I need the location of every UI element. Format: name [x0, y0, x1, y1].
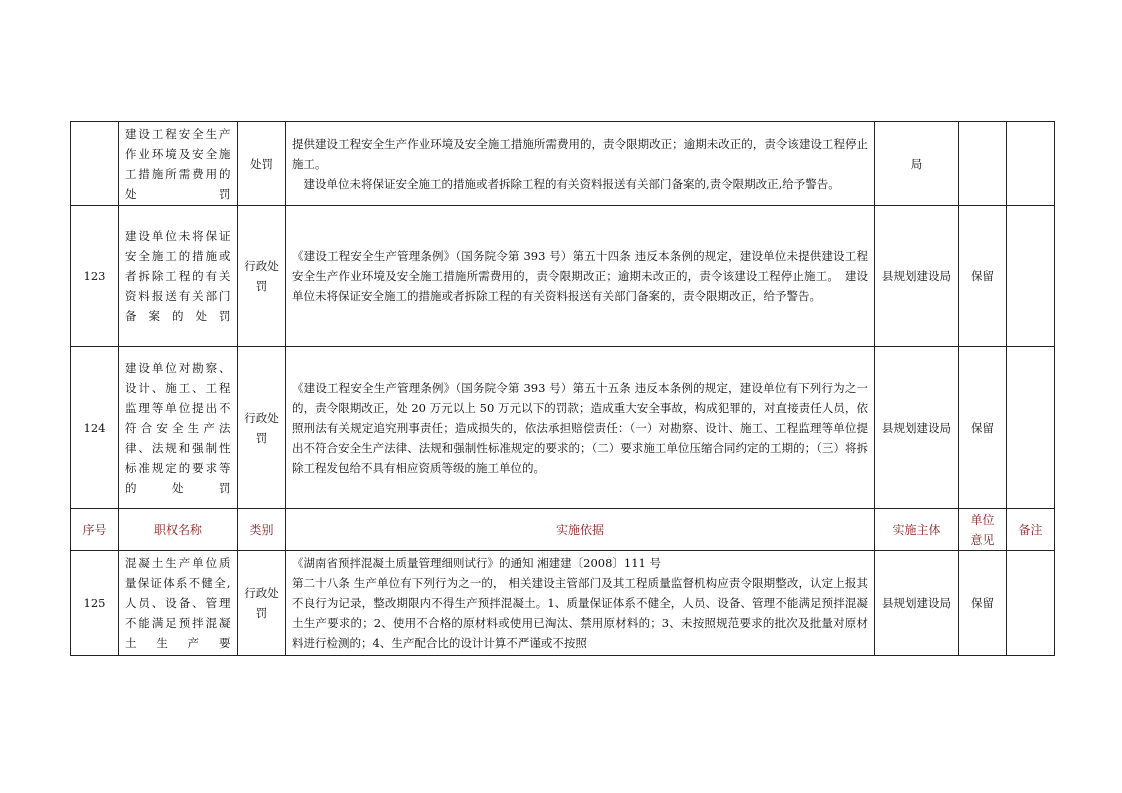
header-name: 职权名称: [119, 509, 238, 551]
legal-basis: [286, 122, 875, 206]
header-opinion: 单位意见: [959, 509, 1007, 551]
category: 行政处罚: [238, 347, 286, 509]
basis-paragraph: 建设单位未将保证安全施工的措施或者拆除工程的有关资料报送有关部门备案的,责令限期改正,给予警告。: [303, 176, 840, 191]
row-number: 123: [71, 206, 119, 347]
table-row: [71, 347, 1055, 509]
unit-opinion: 保留: [959, 206, 1007, 347]
implementing-body: 局: [875, 122, 959, 206]
category: 行政处罚: [238, 551, 286, 656]
implementing-body: 县规划建设局: [875, 206, 959, 347]
basis-paragraph: 提供建设工程安全生产作业环境及安全施工措施所需费用的，责令限期改正；逾期未改正的，责令该建设工程停止施工。: [292, 136, 868, 171]
basis-paragraph: 《建设工程安全生产管理条例》（国务院令第 393 号）第五十五条 违反本条例的规定，建设单位有下列行为之一的，责令限期改正，处 20 万元以上 50 万元以下的罚款；造成重大安全事故，构成犯罪的，对直接责任人员，依照刑法有关规定追究刑事责任；造成损失的，依法承担赔偿责任：（一）对勘察、设计、施工、工程监理等单位提出不符合安全生产法律、法规和强制性标准规定的要求的；（二）要求施工单位压缩合同约定的工期的；（三）将拆除工程发包给不具有相应资质等级的施工单位的。: [292, 380, 868, 475]
authority-table: [70, 121, 1055, 656]
table-header-row: [71, 509, 1055, 551]
remarks: [1007, 206, 1055, 347]
row-number: [71, 122, 119, 206]
authority-name: 建设工程安全生产作业环境及安全施工措施所需费用的处罚: [119, 122, 238, 206]
header-category: 类别: [238, 509, 286, 551]
remarks: [1007, 122, 1055, 206]
remarks: [1007, 347, 1055, 509]
header-subject: 实施主体: [875, 509, 959, 551]
category: 行政处罚: [238, 206, 286, 347]
implementing-body: 县规划建设局: [875, 347, 959, 509]
category: 处罚: [238, 122, 286, 206]
table-row: [71, 551, 1055, 656]
header-basis: 实施依据: [286, 509, 875, 551]
unit-opinion: 保留: [959, 551, 1007, 656]
header-num: 序号: [71, 509, 119, 551]
legal-basis: [286, 551, 875, 656]
authority-name: 建设单位对勘察、设计、施工、工程监理等单位提出不符合安全生产法律、法规和强制性标准规定的要求等的处罚: [119, 347, 238, 509]
header-remarks: 备注: [1007, 509, 1055, 551]
implementing-body: 县规划建设局: [875, 551, 959, 656]
row-number: 125: [71, 551, 119, 656]
remarks: [1007, 551, 1055, 656]
authority-name: 混凝土生产单位质量保证体系不健全,人员、设备、管理不能满足预拌混凝土生产要: [119, 551, 238, 656]
basis-paragraph: 第二十八条 生产单位有下列行为之一的， 相关建设主管部门及其工程质量监督机构应责令限期整改，认定上报其不良行为记录，整改期限内不得生产预拌混凝土。1、质量保证体系不健全，人员、设备、管理不能满足预拌混凝土生产要求的；2、使用不合格的原材料或使用已淘汰、禁用原材料的；3、未按照规范要求的批次及批量对原材料进行检测的；4、生产配合比的设计计算不严谨或不按照: [292, 576, 868, 650]
table-row: [71, 122, 1055, 206]
legal-basis: [286, 347, 875, 509]
authority-name: 建设单位未将保证安全施工的措施或者拆除工程的有关资料报送有关部门备案的处罚: [119, 206, 238, 347]
basis-paragraph: 《建设工程安全生产管理条例》（国务院令第 393 号）第五十四条 违反本条例的规定，建设单位未提供建设工程安全生产作业环境及安全施工措施所需费用的，责令限期改正；逾期未改正的，责令该建设工程停止施工。 建设单位未将保证安全施工的措施或者拆除工程的有关资料报送有关部门备案的，责令限期改正，给予警告。: [292, 249, 868, 303]
table-row: [71, 206, 1055, 347]
row-number: 124: [71, 347, 119, 509]
legal-basis: [286, 206, 875, 347]
unit-opinion: 保留: [959, 347, 1007, 509]
unit-opinion: [959, 122, 1007, 206]
basis-paragraph: 《湖南省预拌混凝土质量管理细则试行》的通知 湘建建〔2008〕111 号: [292, 556, 662, 570]
